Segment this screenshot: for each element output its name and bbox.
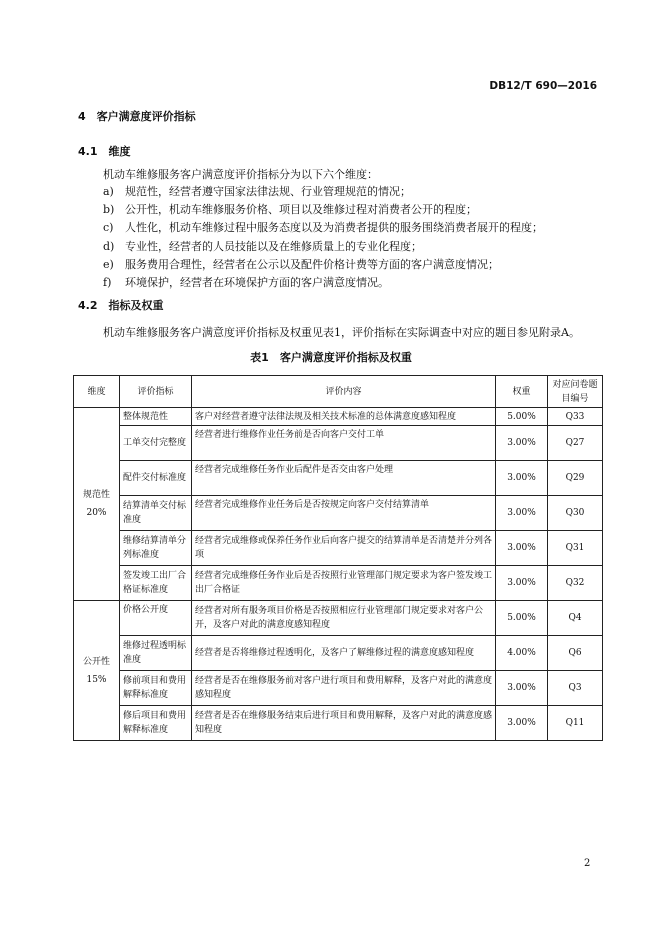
question-cell: Q29: [548, 461, 603, 496]
indicator-table: [73, 375, 603, 741]
question-cell: Q4: [548, 601, 603, 636]
content-cell: 经营者对所有服务项目价格是否按照相应行业管理部门规定要求对客户公开，及客户对此的满意度感知程度: [192, 601, 496, 636]
dimension-weight: 15%: [86, 674, 107, 685]
list-marker: a): [103, 185, 114, 198]
content-cell: 客户对经营者遵守法律法规及相关技术标准的总体满意度感知程度: [192, 408, 496, 426]
list-item: [103, 238, 543, 256]
question-cell: Q32: [548, 566, 603, 601]
list-marker: c): [103, 221, 114, 235]
indicator-cell: 价格公开度: [120, 601, 192, 636]
list-marker: e): [103, 257, 114, 271]
indicator-cell: 签发竣工出厂合格证标准度: [120, 566, 192, 601]
question-cell: Q11: [548, 706, 603, 741]
table-row: [74, 461, 603, 496]
list-item-text: 公开性，机动车维修服务价格、项目以及维修过程对消费者公开的程度；: [125, 203, 477, 217]
table-row: [74, 408, 603, 426]
page-number: 2: [584, 858, 591, 869]
table-header-row: [74, 376, 603, 408]
list-item-text: 专业性，经营者的人员技能以及在维修质量上的专业化程度；: [125, 239, 422, 253]
table-row: [74, 531, 603, 566]
weight-cell: 3.00%: [496, 706, 548, 741]
dimension-cell: [74, 601, 120, 741]
content-cell: 经营者完成维修任务作业后配件是否交由客户处理: [192, 461, 496, 496]
weight-cell: 3.00%: [496, 461, 548, 496]
question-cell: Q6: [548, 636, 603, 671]
list-item: [103, 201, 543, 219]
indicator-cell: 维修过程透明标准度: [120, 636, 192, 671]
content-cell: 经营者完成维修或保养任务作业后向客户提交的结算清单是否清楚并分列各项: [192, 531, 496, 566]
weight-cell: 3.00%: [496, 566, 548, 601]
question-cell: Q27: [548, 426, 603, 461]
indicator-cell: 工单交付完整度: [120, 426, 192, 461]
document-id: DB12/T 690—2016: [489, 80, 597, 92]
indicator-cell: 修后项目和费用解释标准度: [120, 706, 192, 741]
weight-cell: 3.00%: [496, 496, 548, 531]
content-cell: 经营者进行维修作业任务前是否向客户交付工单: [192, 426, 496, 461]
table-row: [74, 671, 603, 706]
table-row: [74, 496, 603, 531]
header-question-no: 对应问卷题目编号: [548, 376, 603, 408]
dimension-cell: [74, 408, 120, 601]
list-marker: b): [103, 203, 115, 217]
content-cell: 经营者是否将维修过程透明化，及客户了解维修过程的满意度感知程度: [192, 636, 496, 671]
dimension-weight: 20%: [86, 508, 107, 518]
indicator-cell: 修前项目和费用解释标准度: [120, 671, 192, 706]
weight-cell: 4.00%: [496, 636, 548, 671]
list-item: [103, 274, 543, 292]
question-cell: Q31: [548, 531, 603, 566]
dimension-name: 公开性: [82, 656, 110, 667]
indicator-cell: 配件交付标准度: [120, 461, 192, 496]
section-4-heading: 4 客户满意度评价指标: [78, 110, 196, 123]
section-4-1-intro: 机动车维修服务客户满意度评价指标分为以下六个维度：: [103, 168, 378, 181]
content-cell: 经营者是否在维修服务前对客户进行项目和费用解释，及客户对此的满意度感知程度: [192, 671, 496, 706]
table-row: [74, 636, 603, 671]
weight-cell: 5.00%: [496, 601, 548, 636]
list-item-text: 服务费用合理性，经营者在公示以及配件价格计费等方面的客户满意度情况；: [125, 257, 499, 271]
table-row: [74, 566, 603, 601]
section-4-2-heading: 4.2 指标及权重: [78, 299, 164, 312]
weight-cell: 3.00%: [496, 671, 548, 706]
list-item: [103, 256, 543, 274]
table-row: [74, 706, 603, 741]
question-cell: Q30: [548, 496, 603, 531]
list-item-text: 环境保护，经营者在环境保护方面的客户满意度情况。: [125, 275, 389, 289]
dimension-list: [103, 183, 543, 292]
dimension-name: 规范性: [82, 490, 110, 500]
list-item: [103, 219, 543, 237]
question-cell: Q3: [548, 671, 603, 706]
table-row: [74, 601, 603, 636]
content-cell: 经营者完成维修任务作业后是否按照行业管理部门规定要求为客户签发竣工出厂合格证: [192, 566, 496, 601]
weight-cell: 5.00%: [496, 408, 548, 426]
indicator-cell: 整体规范性: [120, 408, 192, 426]
header-weight: 权重: [496, 376, 548, 408]
list-marker: d): [103, 239, 115, 253]
weight-cell: 3.00%: [496, 531, 548, 566]
content-cell: 经营者是否在维修服务结束后进行项目和费用解释，及客户对此的满意度感知程度: [192, 706, 496, 741]
header-indicator: 评价指标: [120, 376, 192, 408]
table-row: [74, 426, 603, 461]
list-item-text: 人性化，机动车维修过程中服务态度以及为消费者提供的服务围绕消费者展开的程度；: [125, 221, 543, 235]
header-dimension: 维度: [74, 376, 120, 408]
section-4-2-intro: 机动车维修服务客户满意度评价指标及权重见表1，评价指标在实际调查中对应的题目参见附录A。: [103, 326, 580, 339]
question-cell: Q33: [548, 408, 603, 426]
list-marker: f): [103, 275, 112, 289]
list-item-text: 规范性，经营者遵守国家法律法规、行业管理规范的情况；: [125, 185, 411, 198]
indicator-cell: 维修结算清单分列标准度: [120, 531, 192, 566]
table-caption: 表1 客户满意度评价指标及权重: [250, 351, 412, 364]
content-cell: 经营者完成维修作业任务后是否按规定向客户交付结算清单: [192, 496, 496, 531]
list-item: [103, 183, 543, 201]
weight-cell: 3.00%: [496, 426, 548, 461]
section-4-1-heading: 4.1 维度: [78, 145, 131, 158]
header-content: 评价内容: [192, 376, 496, 408]
indicator-cell: 结算清单交付标准度: [120, 496, 192, 531]
